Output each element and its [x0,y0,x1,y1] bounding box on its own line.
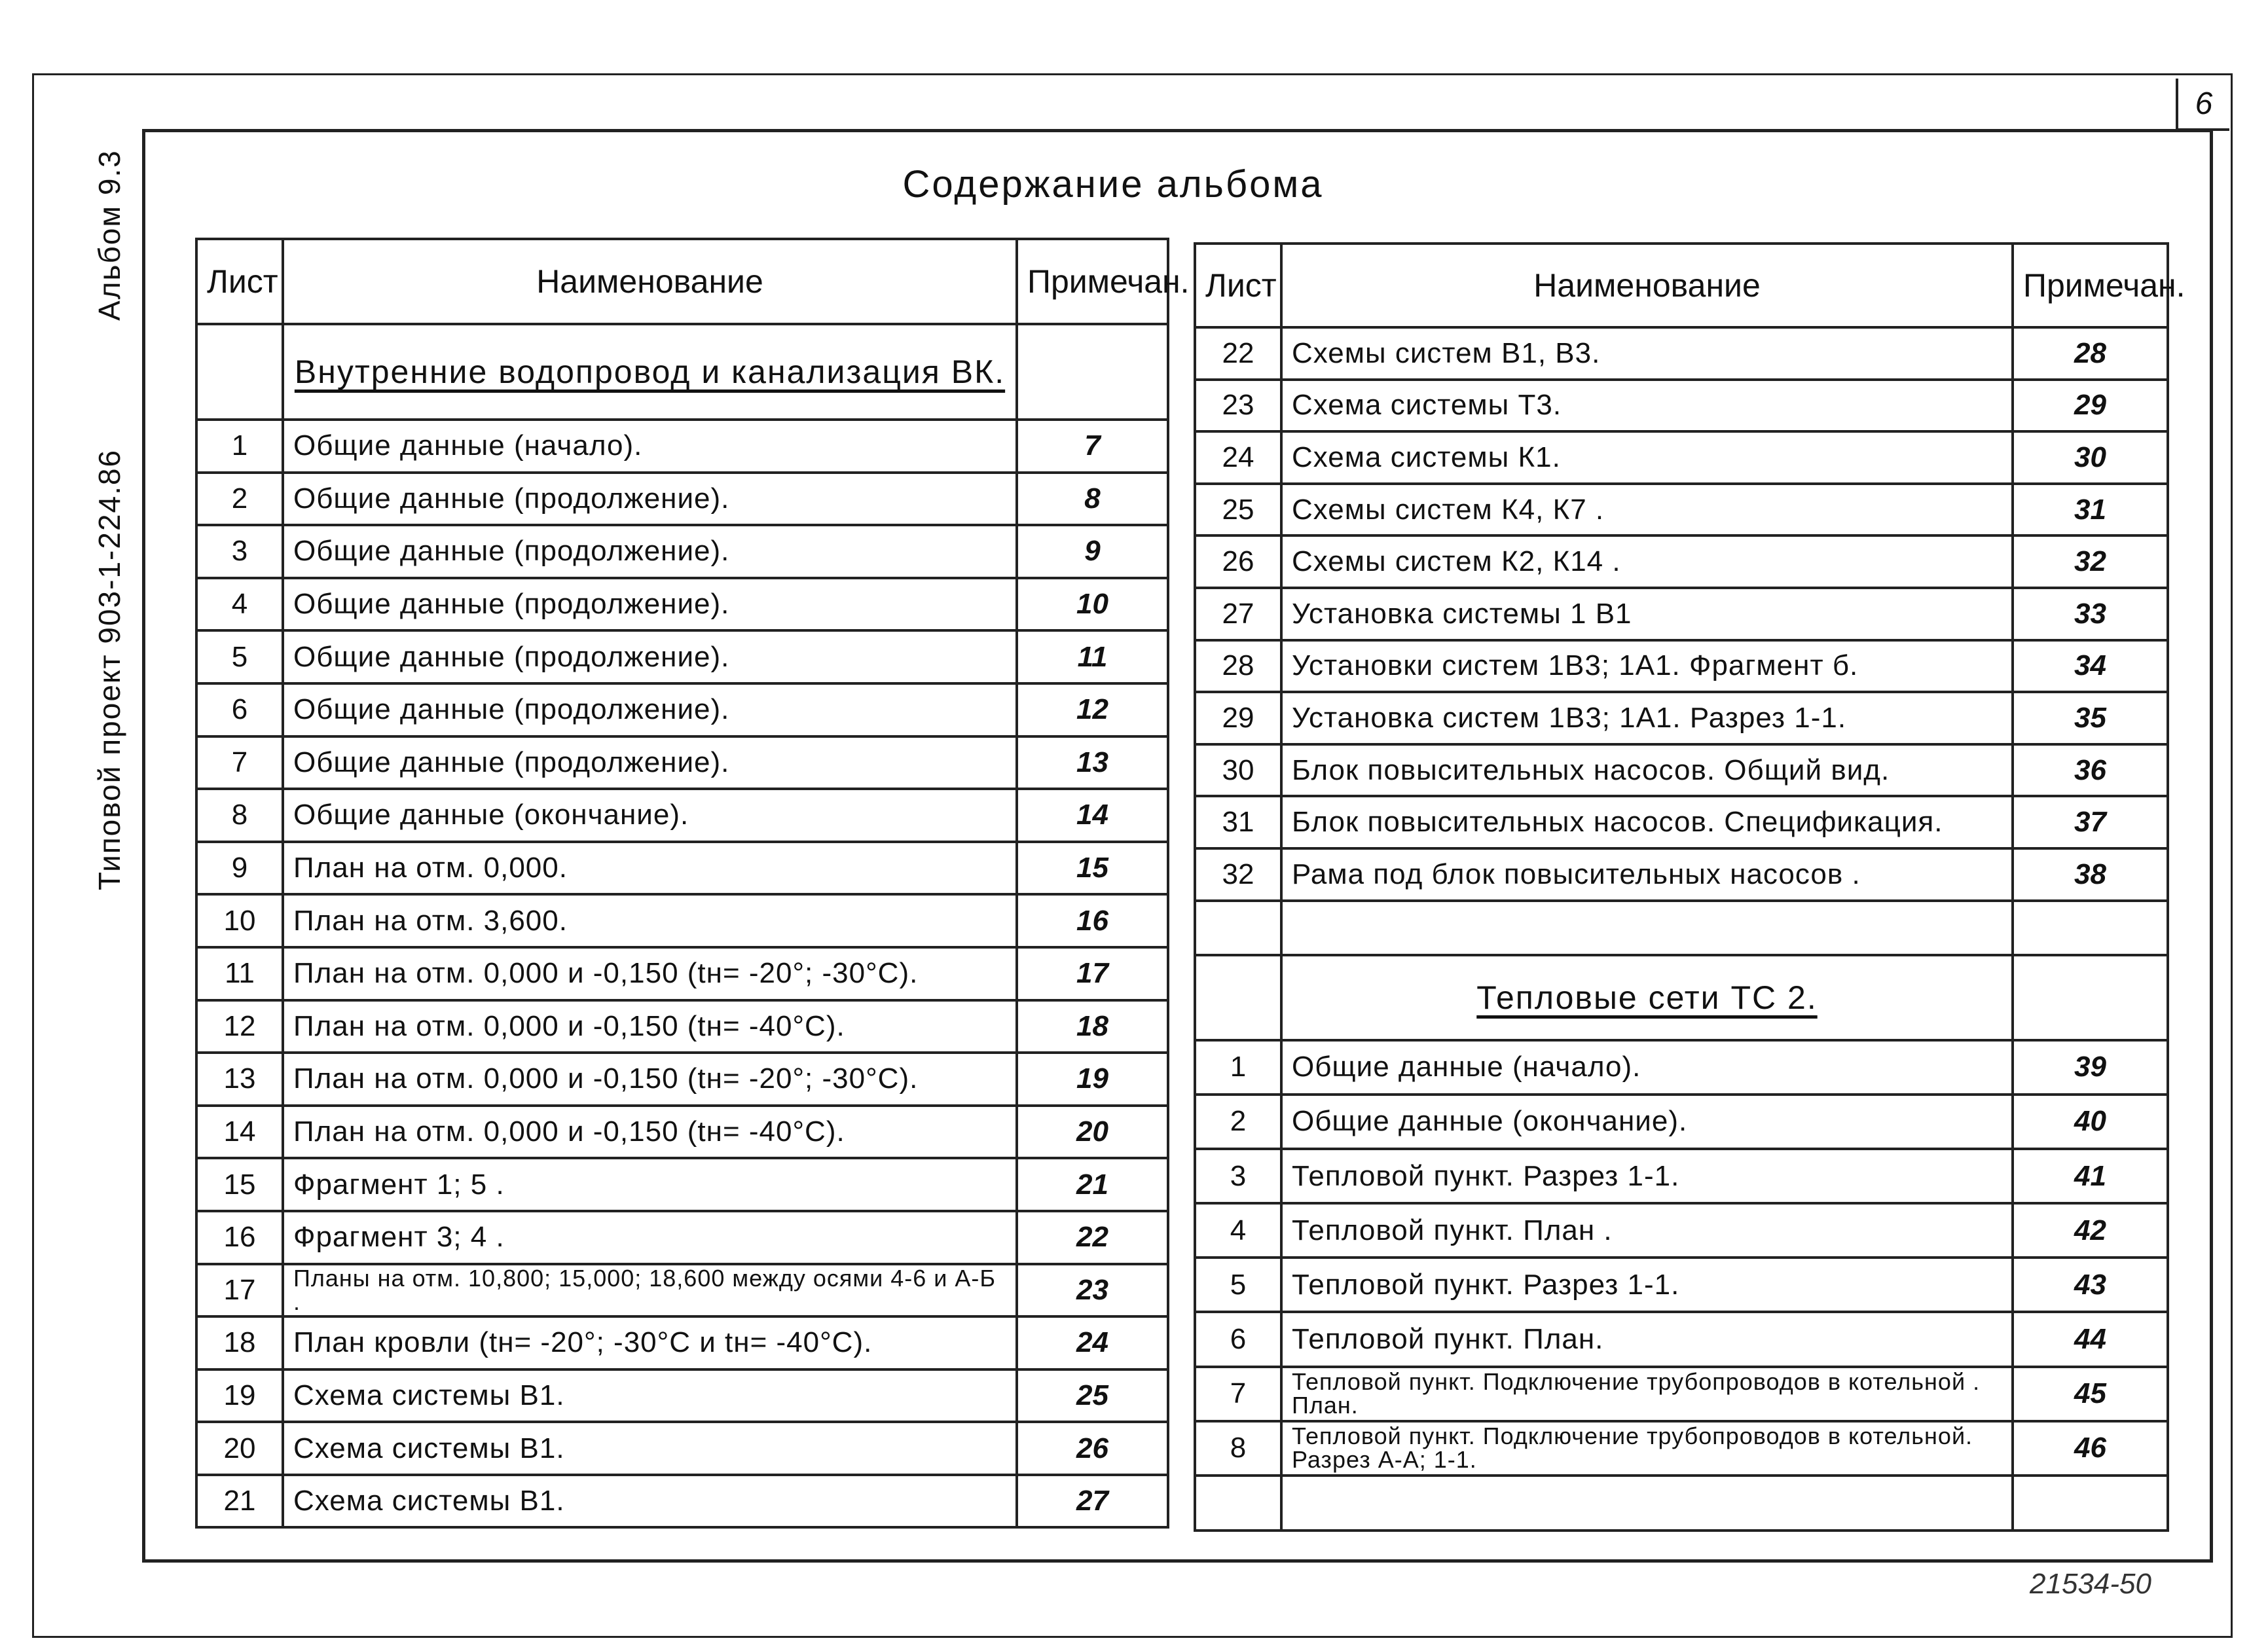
sheet-name: Схема системы В1. [283,1475,1017,1528]
sheet-note: 19 [1017,1053,1168,1106]
sheet-number: 27 [1195,588,1281,640]
sheet-number: 3 [196,525,283,578]
sheet-name: Общие данные (продолжение). [283,578,1017,631]
contents-table-right [1194,242,2186,1532]
sheet-note: 36 [2013,744,2168,797]
sheet-number: 1 [196,420,283,473]
sheet-number: 1 [1195,1040,1281,1095]
sheet-number: 31 [1195,796,1281,848]
sheet-note: 34 [2013,640,2168,693]
sheet-number: 25 [1195,484,1281,536]
sheet-name: План на отм. 3,600. [283,894,1017,947]
sheet-number: 16 [196,1211,283,1264]
table-row [1195,640,2168,693]
sheet-note: 8 [1017,473,1168,526]
sheet-note: 17 [1017,947,1168,1000]
sheet-name: Планы на отм. 10,800; 15,000; 18,600 между осями 4-6 и А-Б . [283,1264,1017,1317]
sheet-number: 13 [196,1053,283,1106]
sheet-name: Общие данные (продолжение). [283,473,1017,526]
sheet-name: Установка систем 1В3; 1А1. Разрез 1-1. [1281,692,2013,744]
header-note: Примечан. [2013,244,2168,327]
sheet-number: 19 [196,1369,283,1422]
sheet-note: 30 [2013,431,2168,484]
header-note: Примечан. [1017,239,1168,324]
sheet-name: Общие данные (начало). [283,420,1017,473]
sheet-number: 17 [196,1264,283,1317]
table-row [1195,692,2168,744]
sheet-number: 24 [1195,431,1281,484]
sheet-note: 44 [2013,1312,2168,1366]
sheet-name: План на отм. 0,000 и -0,150 (tн= -20°; -30°C). [283,947,1017,1000]
sheet-number: 5 [196,630,283,683]
sheet-note: 35 [2013,692,2168,744]
sheet-number: 23 [1195,380,1281,432]
table-row [196,630,1168,683]
sheet-name: Схемы систем К4, К7 . [1281,484,2013,536]
inventory-stamp: 21534-50 [2030,1568,2151,1600]
table-row [196,420,1168,473]
sheet-name: Схема системы Т3. [1281,380,2013,432]
table-row [196,1106,1168,1159]
sheet-name: Тепловой пункт. Подключение трубопроводов в котельной. Разрез А-А; 1-1. [1281,1421,2013,1476]
sheet-name: Схема системы В1. [283,1422,1017,1475]
sheet-name: Тепловой пункт. Подключение трубопроводов в котельной . План. [1281,1367,2013,1421]
sheet-number: 8 [1195,1421,1281,1476]
sheet-number: 30 [1195,744,1281,797]
sheet-number: 5 [1195,1258,1281,1312]
table-row [1195,588,2168,640]
sheet-note: 13 [1017,736,1168,789]
sheet-number: 22 [1195,327,1281,380]
sheet-note: 9 [1017,525,1168,578]
table-header [1195,244,2168,327]
sheet-note: 10 [1017,578,1168,631]
sheet-note: 42 [2013,1203,2168,1258]
table-row [196,1369,1168,1422]
sheet-note: 23 [1017,1264,1168,1317]
sheet-note: 24 [1017,1316,1168,1369]
sheet-name: План на отм. 0,000 и -0,150 (tн= -40°C). [283,1000,1017,1053]
sheet-name: План на отм. 0,000. [283,842,1017,895]
table-row [196,789,1168,842]
page-title: Содержание альбома [902,163,1324,206]
sheet-name: Общие данные (окончание). [1281,1095,2013,1149]
sheet-note: 14 [1017,789,1168,842]
sheet-number: 11 [196,947,283,1000]
table-header [196,239,1168,324]
table-row [1195,1367,2168,1421]
header-name: Наименование [1281,244,2013,327]
table-row [1195,1203,2168,1258]
sheet-name: Общие данные (продолжение). [283,683,1017,736]
sheet-name: Общие данные (начало). [1281,1040,2013,1095]
sheet-note: 39 [2013,1040,2168,1095]
table-row [1195,535,2168,588]
sheet-number: 12 [196,1000,283,1053]
sheet-note: 37 [2013,796,2168,848]
sheet-name: Установки систем 1В3; 1А1. Фрагмент б. [1281,640,2013,693]
sheet-name: Общие данные (окончание). [283,789,1017,842]
sheet-name: Схемы систем К2, К14 . [1281,535,2013,588]
table-row [196,578,1168,631]
section-row [196,324,1168,420]
sheet-number: 26 [1195,535,1281,588]
contents-table-left [195,238,1190,1529]
table-row [196,1211,1168,1264]
table-row [196,842,1168,895]
sheet-name: Общие данные (продолжение). [283,736,1017,789]
sheet-number: 15 [196,1158,283,1211]
table-row [1195,1421,2168,1476]
sheet-name: Тепловой пункт. План . [1281,1203,2013,1258]
table-row [196,736,1168,789]
table-row [1195,327,2168,380]
table-row [196,525,1168,578]
sheet-number: 2 [196,473,283,526]
sheet-number: 18 [196,1316,283,1369]
sheet-number: 20 [196,1422,283,1475]
sheet-number: 29 [1195,692,1281,744]
sheet-name: Тепловой пункт. Разрез 1-1. [1281,1258,2013,1312]
table-row [196,1000,1168,1053]
sheet-note: 26 [1017,1422,1168,1475]
table-row [1195,744,2168,797]
sheet-note: 41 [2013,1149,2168,1203]
table-row [1195,1312,2168,1366]
sheet-note: 43 [2013,1258,2168,1312]
sheet-number: 7 [196,736,283,789]
sheet-number: 6 [1195,1312,1281,1366]
table-row [1195,380,2168,432]
header-name: Наименование [283,239,1017,324]
table-row [196,894,1168,947]
sheet-note: 16 [1017,894,1168,947]
sheet-name: Фрагмент 1; 5 . [283,1158,1017,1211]
section-title: Внутренние водопровод и канализация ВК. [283,324,1017,420]
table-row [1195,1040,2168,1095]
table-row [196,1316,1168,1369]
sheet-note: 22 [1017,1211,1168,1264]
sheet-name: План на отм. 0,000 и -0,150 (tн= -40°C). [283,1106,1017,1159]
table-row [1195,1149,2168,1203]
section-title: Тепловые сети ТС 2. [1281,955,2013,1040]
blank-row [1195,901,2168,955]
sheet-note: 45 [2013,1367,2168,1421]
table-row [196,1475,1168,1528]
sheet-note: 31 [2013,484,2168,536]
sheet-note: 29 [2013,380,2168,432]
sheet-name: Блок повысительных насосов. Общий вид. [1281,744,2013,797]
sheet-name: План кровли (tн= -20°; -30°C и tн= -40°C). [283,1316,1017,1369]
section-row [1195,955,2168,1040]
sheet-note: 27 [1017,1475,1168,1528]
sheet-number: 6 [196,683,283,736]
sheet-number: 28 [1195,640,1281,693]
sheet-name: Схема системы В1. [283,1369,1017,1422]
sheet-name: Тепловой пункт. План. [1281,1312,2013,1366]
sheet-name: Рама под блок повысительных насосов . [1281,848,2013,901]
sheet-number: 4 [196,578,283,631]
blank-row [1195,1476,2168,1531]
sheet-number: 2 [1195,1095,1281,1149]
table-row [1195,484,2168,536]
page-number: 6 [2176,79,2229,131]
sheet-number: 10 [196,894,283,947]
sheet-note: 32 [2013,535,2168,588]
sheet-number: 3 [1195,1149,1281,1203]
table-row [196,1053,1168,1106]
sheet-note: 25 [1017,1369,1168,1422]
sheet-note: 28 [2013,327,2168,380]
sheet-number: 21 [196,1475,283,1528]
table-row [196,1422,1168,1475]
sheet-number: 8 [196,789,283,842]
table-row [1195,1095,2168,1149]
sheet-note: 46 [2013,1421,2168,1476]
sheet-name: План на отм. 0,000 и -0,150 (tн= -20°; -30°C). [283,1053,1017,1106]
table-row [196,1264,1168,1317]
album-label: Альбом 9.3 [92,149,126,321]
sheet-name: Схемы систем В1, В3. [1281,327,2013,380]
table-row [1195,431,2168,484]
sheet-note: 7 [1017,420,1168,473]
sheet-name: Общие данные (продолжение). [283,525,1017,578]
sheet-note: 12 [1017,683,1168,736]
sheet-note: 11 [1017,630,1168,683]
sheet-number: 9 [196,842,283,895]
sheet-name: Блок повысительных насосов. Спецификация. [1281,796,2013,848]
sheet-note: 40 [2013,1095,2168,1149]
header-sheet: Лист [196,239,283,324]
sheet-name: Фрагмент 3; 4 . [283,1211,1017,1264]
sheet-number: 32 [1195,848,1281,901]
sheet-note: 21 [1017,1158,1168,1211]
table-row [196,473,1168,526]
sheet-note: 20 [1017,1106,1168,1159]
table-row [196,1158,1168,1211]
sheet-name: Тепловой пункт. Разрез 1-1. [1281,1149,2013,1203]
sheet-note: 33 [2013,588,2168,640]
sheet-name: Общие данные (продолжение). [283,630,1017,683]
sheet-number: 7 [1195,1367,1281,1421]
sheet-name: Схема системы К1. [1281,431,2013,484]
header-sheet: Лист [1195,244,1281,327]
sheet-number: 14 [196,1106,283,1159]
table-row [196,947,1168,1000]
sheet-name: Установка системы 1 В1 [1281,588,2013,640]
table-row [1195,1258,2168,1312]
sheet-note: 38 [2013,848,2168,901]
table-row [1195,848,2168,901]
table-row [1195,796,2168,848]
sheet-number: 4 [1195,1203,1281,1258]
sheet-note: 18 [1017,1000,1168,1053]
table-row [196,683,1168,736]
project-label: Типовой проект 903-1-224.86 [92,448,126,890]
sheet-note: 15 [1017,842,1168,895]
